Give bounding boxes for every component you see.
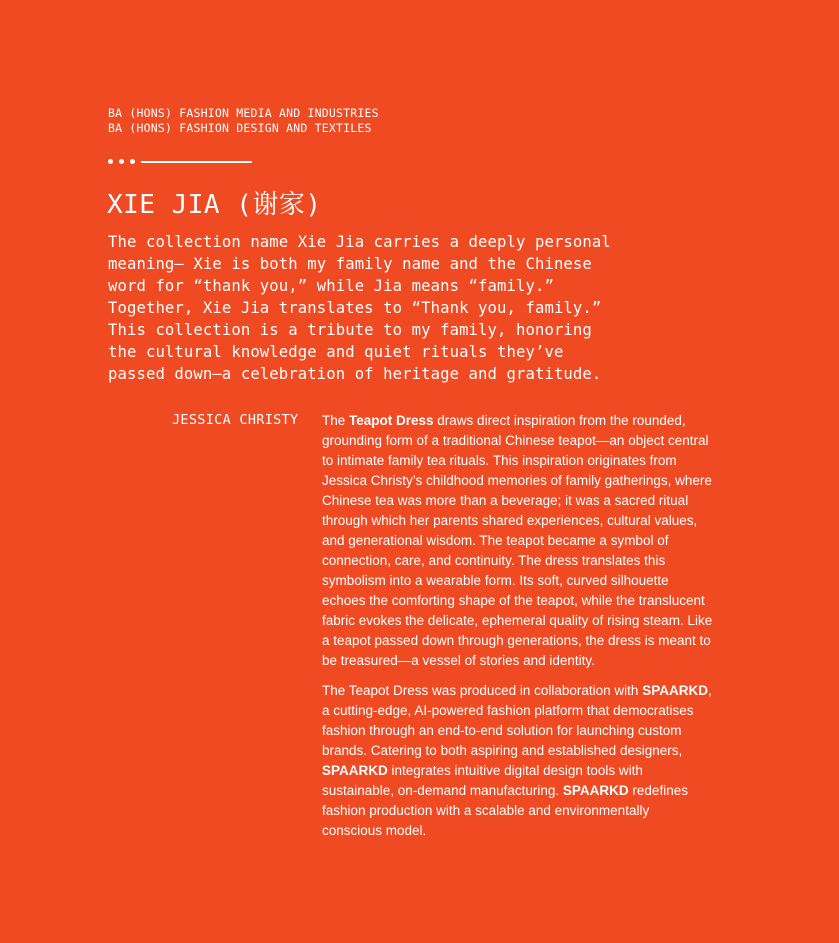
description-line: conscious model. bbox=[322, 823, 427, 838]
programme-list bbox=[108, 106, 379, 136]
product-name: Teapot Dress bbox=[349, 413, 434, 428]
programme-media-industries: BA (HONS) FASHION MEDIA AND INDUSTRIES bbox=[108, 106, 379, 120]
description-line: fabric evokes the delicate, ephemeral quality of rising steam. Like bbox=[322, 613, 713, 628]
description-line: grounding form of a traditional Chinese teapot—an object central bbox=[322, 433, 709, 448]
description-line: to intimate family tea rituals. This inspiration originates from bbox=[322, 453, 677, 468]
description-paragraph bbox=[322, 411, 742, 671]
brand-name: SPAARKD bbox=[642, 683, 708, 698]
description-line: connection, care, and continuity. The dress translates this bbox=[322, 553, 666, 568]
collection-title: XIE JIA (谢家) bbox=[107, 190, 322, 220]
divider-dot bbox=[130, 159, 135, 164]
brand-name: SPAARKD bbox=[562, 783, 629, 798]
intro-line: Together, Xie Jia translates to “Thank you, family.” bbox=[108, 299, 602, 317]
description-line: a cutting-edge, AI-powered fashion platform that democratises bbox=[322, 703, 694, 718]
intro-line: word for “thank you,” while Jia means “family.” bbox=[108, 277, 554, 295]
collaboration-paragraph bbox=[322, 681, 742, 841]
description-line: and generational wisdom. The teapot became a symbol of bbox=[322, 533, 669, 548]
description-line: a teapot passed down through generations, the dress is meant to bbox=[322, 633, 711, 648]
collection-intro bbox=[108, 231, 668, 385]
decorative-divider bbox=[108, 158, 253, 166]
description-line: through which her parents shared experiences, cultural values, bbox=[322, 513, 698, 528]
description-line: symbolism into a wearable form. Its soft, curved silhouette bbox=[322, 573, 669, 588]
text-run: sustainable, on-demand manufacturing. bbox=[322, 783, 563, 798]
intro-line: the cultural knowledge and quiet rituals they’ve bbox=[108, 343, 564, 361]
text-run: The Teapot Dress was produced in collaboration with bbox=[322, 683, 643, 698]
divider-line bbox=[141, 161, 252, 163]
description-line: echoes the comforting shape of the teapot, while the translucent bbox=[322, 593, 705, 608]
intro-line: meaning— Xie is both my family name and the Chinese bbox=[108, 255, 592, 273]
description-line: fashion production with a scalable and environmentally bbox=[322, 803, 650, 818]
project-description bbox=[322, 411, 742, 851]
description-line: brands. Catering to both aspiring and established designers, bbox=[322, 743, 683, 758]
description-line bbox=[322, 411, 742, 431]
text-run: integrates intuitive digital design tools with bbox=[387, 763, 643, 778]
programme-design-textiles: BA (HONS) FASHION DESIGN AND TEXTILES bbox=[108, 121, 372, 135]
description-line: Jessica Christy’s childhood memories of family gatherings, where bbox=[322, 473, 712, 488]
description-line: fashion through an end-to-end solution for launching custom bbox=[322, 723, 682, 738]
text-run: draws direct inspiration from the rounded, bbox=[433, 413, 686, 428]
text-run: The bbox=[322, 413, 350, 428]
description-line: be treasured—a vessel of stories and identity. bbox=[322, 653, 595, 668]
text-run: , bbox=[707, 683, 712, 698]
intro-line: passed down—a celebration of heritage and gratitude. bbox=[108, 365, 602, 383]
text-run: redefines bbox=[628, 783, 688, 798]
description-line: Chinese tea was more than a beverage; it was a sacred ritual bbox=[322, 493, 689, 508]
description-line bbox=[322, 681, 742, 701]
brand-name: SPAARKD bbox=[322, 763, 388, 778]
designer-name: JESSICA CHRISTY bbox=[172, 412, 299, 428]
description-line bbox=[322, 781, 742, 801]
description-line bbox=[322, 761, 742, 781]
intro-line: The collection name Xie Jia carries a deeply personal bbox=[108, 233, 611, 251]
divider-dot bbox=[119, 159, 124, 164]
intro-line: This collection is a tribute to my family, honoring bbox=[108, 321, 592, 339]
divider-dot bbox=[108, 159, 113, 164]
